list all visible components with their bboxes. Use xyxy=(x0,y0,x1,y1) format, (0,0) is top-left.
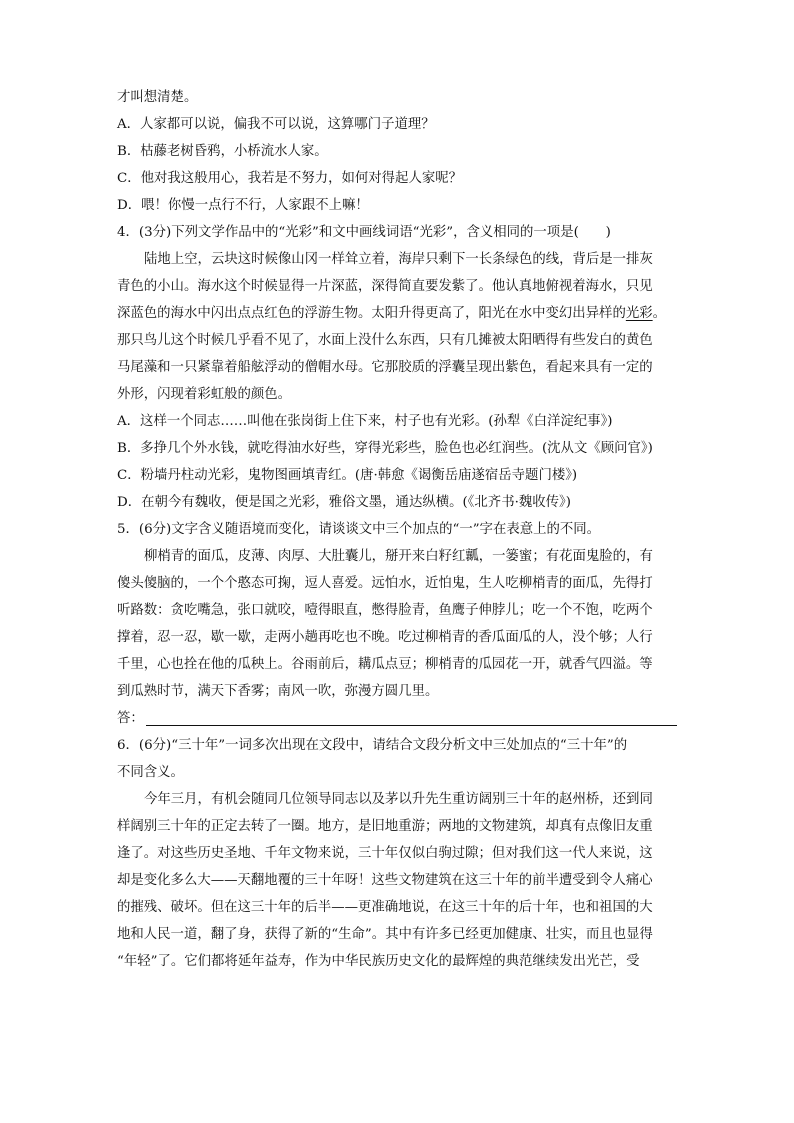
q6-passage-line: 却是变化多么大——天翻地覆的三十年呀！这些文物建筑在这三十年的前半遭受到令人痛心 xyxy=(117,873,653,888)
q6-stem: 6．(6分)“三十年”一词多次出现在文段中，请结合文段分析文中三处加点的“三十年”的 xyxy=(117,738,628,753)
q4-passage-line: 外形，闪现着彩虹般的颜色。 xyxy=(117,387,292,402)
q3-option-c: C．他对我这般用心，我若是不努力，如何对得起人家呢？ xyxy=(117,171,463,186)
q4-option-c: C．粉墙丹柱动光彩，鬼物图画填青红。(唐·韩愈《谒衡岳庙遂宿岳寺题门楼》) xyxy=(117,468,578,483)
q4-stem: 4．(3分)下列文学作品中的“光彩”和文中画线词语“光彩”，含义相同的一项是( ) xyxy=(117,225,611,240)
q3-option-a: A．人家都可以说，偏我不可以说，这算哪门子道理？ xyxy=(117,117,435,132)
q4-passage-line xyxy=(117,300,677,327)
q6-stem-cont: 不同含义。 xyxy=(117,765,184,780)
q5-passage-line: 到瓜熟时节，满天下香雾；南风一吹，弥漫方圆几里。 xyxy=(117,684,439,699)
q4-passage-line: 那只鸟儿这个时候几乎看不见了，水面上没什么东西，只有几摊被太阳晒得有些发白的黄色 xyxy=(117,333,653,348)
q4-passage-line: 青色的小山。海水这个时候显得一片深蓝，深得简直要发紫了。他认真地俯视着海水，只见 xyxy=(117,279,653,294)
q5-passage-line: 柳梢青的面瓜，皮薄、肉厚、大肚囊儿，掰开来白籽红瓤，一篓蜜；有花面鬼脸的，有 xyxy=(144,549,653,564)
q5-passage-line: 撑着，忍一忍，歇一歇，走两小趟再吃也不晚。吃过柳梢青的香瓜面瓜的人，没个够；人行 xyxy=(117,630,653,645)
document-page xyxy=(117,84,677,975)
q4-option-a: A．这样一个同志……叫他在张岗街上住下来，村子也有光彩。(孙犁《白洋淀纪事》) xyxy=(117,414,613,429)
q4-passage-line: 马尾藻和一只紧靠着船舷浮动的僧帽水母。它那胶质的浮囊呈现出紫色，看起来具有一定的 xyxy=(117,360,653,375)
q6-passage-line: “年轻”了。它们都将延年益寿，作为中华民族历史文化的最辉煌的典范继续发出光芒，受 xyxy=(117,954,640,969)
intro-line: 才叫想清楚。 xyxy=(117,90,198,105)
q6-passage-line: 样阔别三十年的正定去转了一圈。地方，是旧地重游；两地的文物建筑，却真有点像旧友重 xyxy=(117,819,653,834)
underlined-word-guangcai: 光彩 xyxy=(625,306,653,321)
q4-option-d: D．在朝今有魏收，便是国之光彩，雅俗文墨，通达纵横。(《北齐书·魏收传》) xyxy=(117,495,571,510)
q5-answer-line xyxy=(117,705,677,732)
q4-passage-text: 。 xyxy=(652,306,667,321)
q4-option-b: B．多挣几个外水钱，就吃得油水好些，穿得光彩些，脸色也必红润些。(沈从文《顾问官》) xyxy=(117,441,653,456)
q5-passage-line: 傻头傻脑的，一个个憨态可掬，逗人喜爱。远怕水，近怕鬼，生人吃柳梢青的面瓜，先得打 xyxy=(117,576,653,591)
q5-passage-line: 听路数：贪吃嘴急，张口就咬，噎得眼直，憋得脸青，鱼鹰子伸脖儿；吃一个不饱，吃两个 xyxy=(117,603,653,618)
q3-option-d: D．喂！你慢一点行不行，人家跟不上嘛！ xyxy=(117,198,369,213)
q6-passage-line: 逢了。对这些历史圣地、千年文物来说，三十年仅似白驹过隙；但对我们这一代人来说，这 xyxy=(117,846,653,861)
answer-blank[interactable] xyxy=(146,707,677,726)
q5-stem: 5．(6分)文字含义随语境而变化，请谈谈文中三个加点的“一”字在表意上的不同。 xyxy=(117,522,601,537)
q3-option-b: B．枯藤老树昏鸦，小桥流水人家。 xyxy=(117,144,328,159)
q6-passage-line: 的摧残、破坏。但在这三十年的后半——更准确地说，在这三十年的后十年，也和祖国的大 xyxy=(117,900,653,915)
answer-label: 答： xyxy=(117,711,144,726)
q4-passage-text: 深蓝色的海水中闪出点点红色的浮游生物。太阳升得更高了，阳光在水中变幻出异样的 xyxy=(117,306,626,321)
q6-passage-line: 地和人民一道，翻了身，获得了新的“生命”。其中有许多已经更加健康、壮实，而且也显得 xyxy=(117,927,653,942)
q5-passage-line: 千里，心也拴在他的瓜秧上。谷雨前后，耩瓜点豆；柳梢青的瓜园花一开，就香气四溢。等 xyxy=(117,657,653,672)
q6-passage-line: 今年三月，有机会随同几位领导同志以及茅以升先生重访阔别三十年的赵州桥，还到同 xyxy=(144,792,653,807)
q4-passage-line: 陆地上空，云块这时候像山冈一样耸立着，海岸只剩下一长条绿色的线，背后是一排灰 xyxy=(144,252,653,267)
